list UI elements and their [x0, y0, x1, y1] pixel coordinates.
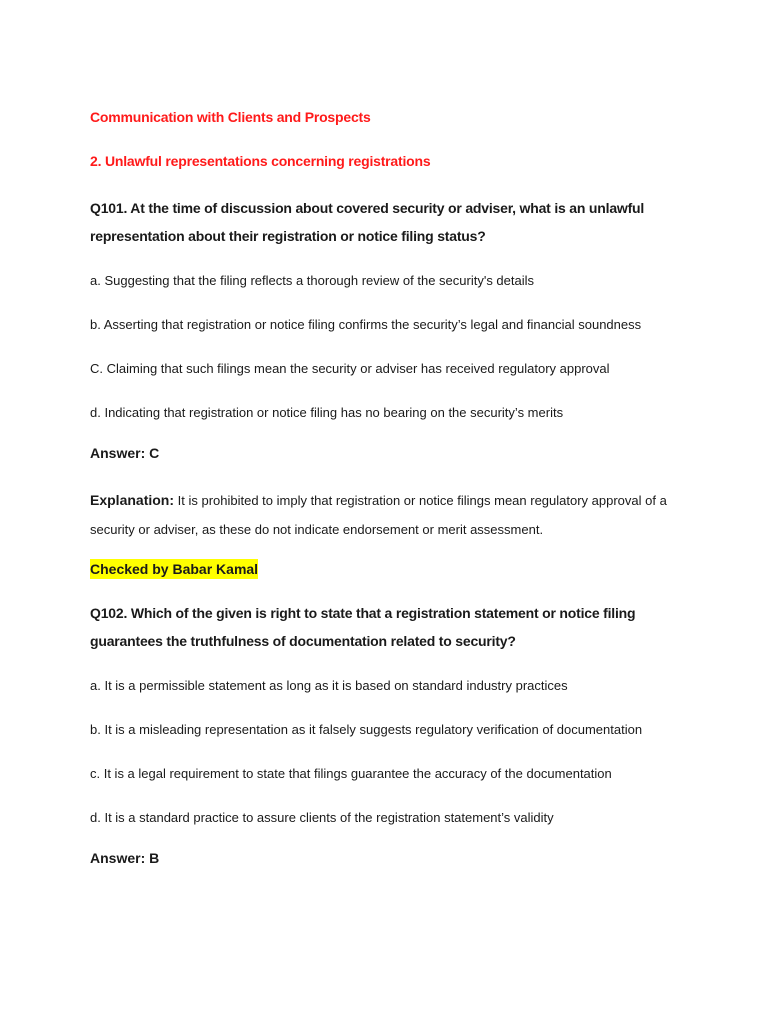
explanation-label: Explanation: [90, 492, 175, 508]
answer-option: a. It is a permissible statement as long as it is based on standard industry practices [90, 678, 568, 693]
checked-by-line [90, 559, 690, 579]
answer-option: c. It is a legal requirement to state that filings guarantee the accuracy of the documentation [90, 766, 612, 781]
answer-line: Answer: B [90, 850, 160, 866]
question-text: Q102. Which of the given is right to state that a registration statement or notice filing guarantees the truthfulness of documentation related to security? [90, 605, 636, 649]
answer-option: d. It is a standard practice to assure clients of the registration statement’s validity [90, 810, 554, 825]
answer-option: d. Indicating that registration or notice filing has no bearing on the security’s merits [90, 405, 564, 420]
checked-by-highlight: Checked by Babar Kamal [90, 561, 259, 577]
document-page [90, 106, 690, 891]
section-title: Communication with Clients and Prospects [90, 109, 371, 125]
answer-option: C. Claiming that such filings mean the security or adviser has received regulatory approval [90, 361, 610, 376]
answer-line: Answer: C [90, 445, 160, 461]
explanation-text: It is prohibited to imply that registration or notice filings mean regulatory approval of a security or adviser, as these do not indicate endorsement or merit assessment. [90, 493, 667, 537]
answer-option: b. Asserting that registration or notice filing confirms the security’s legal and financial soundness [90, 317, 642, 332]
answer-option: b. It is a misleading representation as it falsely suggests regulatory verification of documentation [90, 722, 643, 737]
subsection-title: 2. Unlawful representations concerning registrations [90, 153, 431, 169]
answer-option: a. Suggesting that the filing reflects a thorough review of the security's details [90, 273, 535, 288]
explanation [90, 486, 690, 544]
question-text: Q101. At the time of discussion about covered security or adviser, what is an unlawful representation about their registration or notice filing status? [90, 200, 645, 244]
